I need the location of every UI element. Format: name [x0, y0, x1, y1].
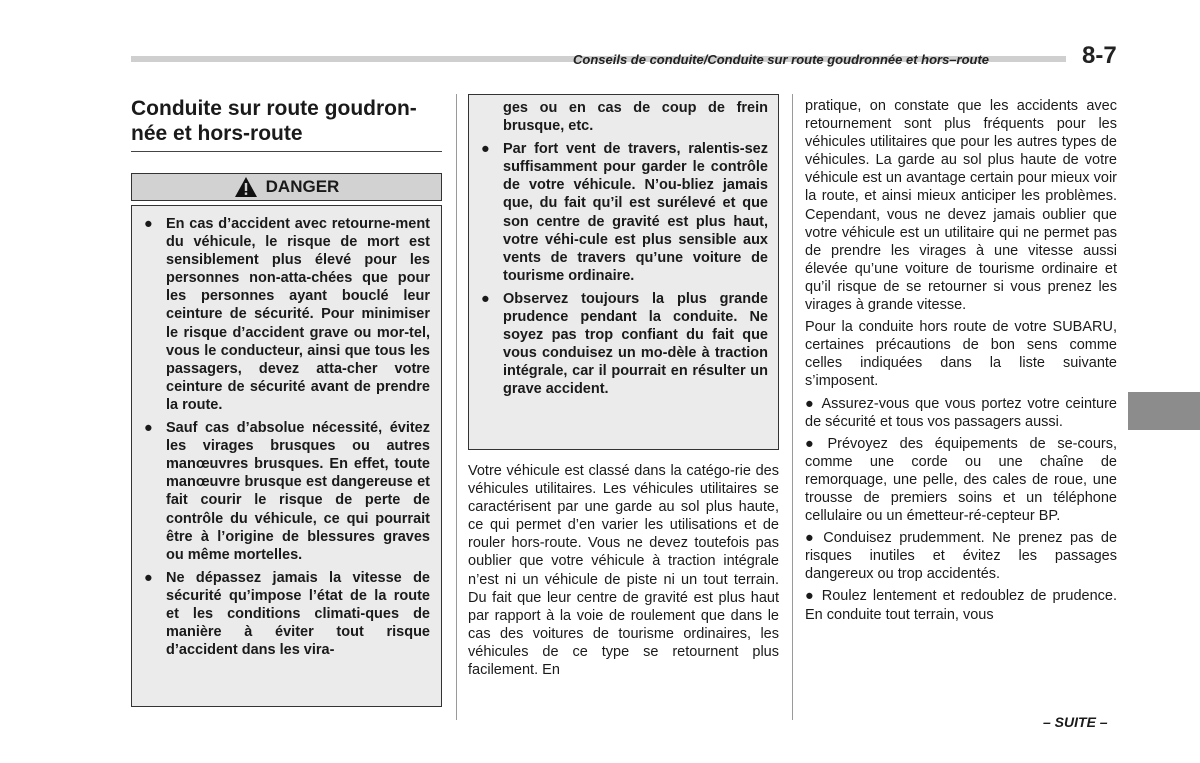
danger-label: DANGER	[265, 177, 340, 196]
bullet-icon: ●	[144, 216, 153, 232]
column-middle	[468, 94, 779, 679]
danger-list	[141, 215, 430, 659]
body-paragraph: Pour la conduite hors route de votre SUBARU, certaines précautions de bon sens comme celles indiquées dans la liste suivante s’imposent.	[805, 319, 1117, 390]
continued-marker: – SUITE –	[1043, 714, 1108, 730]
page-number: 8-7	[1082, 42, 1117, 69]
danger-header	[131, 173, 442, 201]
danger-box	[131, 205, 442, 707]
bullet-icon: ●	[481, 290, 490, 307]
precaution-text: Roulez lentement et redoublez de prudence. En conduite tout terrain, vous	[805, 588, 1118, 623]
bullet-icon: ●	[481, 141, 490, 158]
danger-item-text: Par fort vent de travers, ralentis-sez suffisamment pour garder le contrôle de votre véhicule. N’ou-bliez jamais que, du fait qu’il est surélevé et que son centre de gravité est plus haut, votre véhi-cule est plus sensible aux vents de travers qu’une voiture de tourisme ordinaire.	[503, 141, 768, 284]
danger-item-text: Sauf cas d’absolue nécessité, évitez les virages brusques ou autres manœuvres brusques. En effet, toute manœuvre brusque est dangereuse et fait courir le risque de perte de contrôle du véhicule, ce qui pourrait être à l’origine de blessures graves ou même mortelles.	[166, 420, 430, 563]
precaution-item	[805, 587, 1117, 623]
column-right	[805, 97, 1117, 628]
danger-item-text: Observez toujours la plus grande prudence pendant la conduite. Ne soyez pas trop confiant du fait que vous conduisez un mo-dèle à traction intégrale, car il pourrait en résulter un grave accident.	[503, 290, 768, 398]
danger-item	[141, 215, 430, 414]
chapter-side-tab	[1128, 392, 1200, 430]
bullet-icon: ●	[144, 420, 153, 437]
bullet-icon: ●	[805, 395, 816, 412]
danger-item	[478, 290, 768, 399]
precaution-item	[805, 395, 1117, 431]
precaution-text: Prévoyez des équipements de se-cours, comme une corde ou une chaîne de remorquage, une pelle, des cales de roue, une trousse de premiers soins et un téléphone cellulaire ou un émetteur-ré-cepteur BP.	[805, 435, 1117, 525]
body-paragraph: pratique, on constate que les accidents avec retournement sont plus fréquents pour les véhicules utilitaires que pour les autres types de véhicules. La garde au sol plus haute de votre véhicule est un avantage certain pour mieux voir la route, et ainsi mieux anticiper les problèmes. Cependant, vous ne devez jamais oublier que votre véhicule est un utilitaire qui ne permet pas de prendre les virages à une vitesse aussi élevée qu’une voiture de tourisme ordinaire et qu’il risque de se retourner si vous prenez les virages à grande vitesse.	[805, 98, 1117, 314]
danger-item-text: Ne dépassez jamais la vitesse de sécurité qu’impose l’état de la route et les conditions climati-ques de manière à éviter tout risque d’accident dans les vira-	[166, 569, 430, 659]
running-title: Conseils de conduite/Conduite sur route goudronnée et hors–route	[573, 52, 990, 67]
body-paragraph: Votre véhicule est classé dans la catégo-rie des véhicules utilitaires. Les véhicules utilitaires se caractérisent par une garde au sol plus haute, ce qui permet d’en varier les utilisations et de rouler hors-route. Vous ne devez toutefois pas oublier que votre véhicule à traction intégrale n’est ni un véhicule de piste ni un tout terrain. Du fait que leur centre de gravité est plus haut par rapport à la voie de roulement que dans le cas des voitures de tourisme ordinaires, les véhicules de ce type se retournent plus facilement. En	[468, 463, 779, 679]
column-divider	[456, 94, 457, 720]
warning-triangle-icon	[234, 176, 258, 198]
bullet-icon: ●	[805, 588, 816, 605]
bullet-icon: ●	[144, 569, 153, 586]
bullet-icon: ●	[805, 530, 818, 547]
bullet-icon: ●	[805, 435, 822, 452]
danger-item	[478, 140, 768, 285]
column-divider	[792, 94, 793, 720]
precaution-text: Assurez-vous que vous portez votre ceinture de sécurité et tous vos passagers aussi.	[805, 395, 1117, 430]
danger-box-continued	[468, 94, 779, 450]
danger-list	[478, 140, 768, 398]
danger-item-text: En cas d’accident avec retourne-ment du véhicule, le risque de mort est sensiblement plus élevé pour les personnes non-atta-chées que pour les personnes ayant bouclé leur ceinture de sécurité. Pour minimiser le risque d’accident grave ou mor-tel, vous le conducteur, ainsi que tous les passagers, devez atta-cher votre ceinture de sécurité avant de prendre la route.	[166, 216, 430, 413]
danger-item	[141, 419, 430, 564]
precaution-text: Conduisez prudemment. Ne prenez pas de risques inutiles et évitez les passages dangereux ou trop accidentés.	[805, 530, 1118, 583]
precaution-item	[805, 435, 1117, 525]
danger-item	[141, 569, 430, 659]
column-left	[131, 96, 442, 707]
section-title: Conduite sur route goudron-née et hors-route	[131, 96, 442, 152]
danger-item-continuation: ges ou en cas de coup de frein brusque, etc.	[503, 100, 768, 135]
precaution-item	[805, 529, 1117, 583]
